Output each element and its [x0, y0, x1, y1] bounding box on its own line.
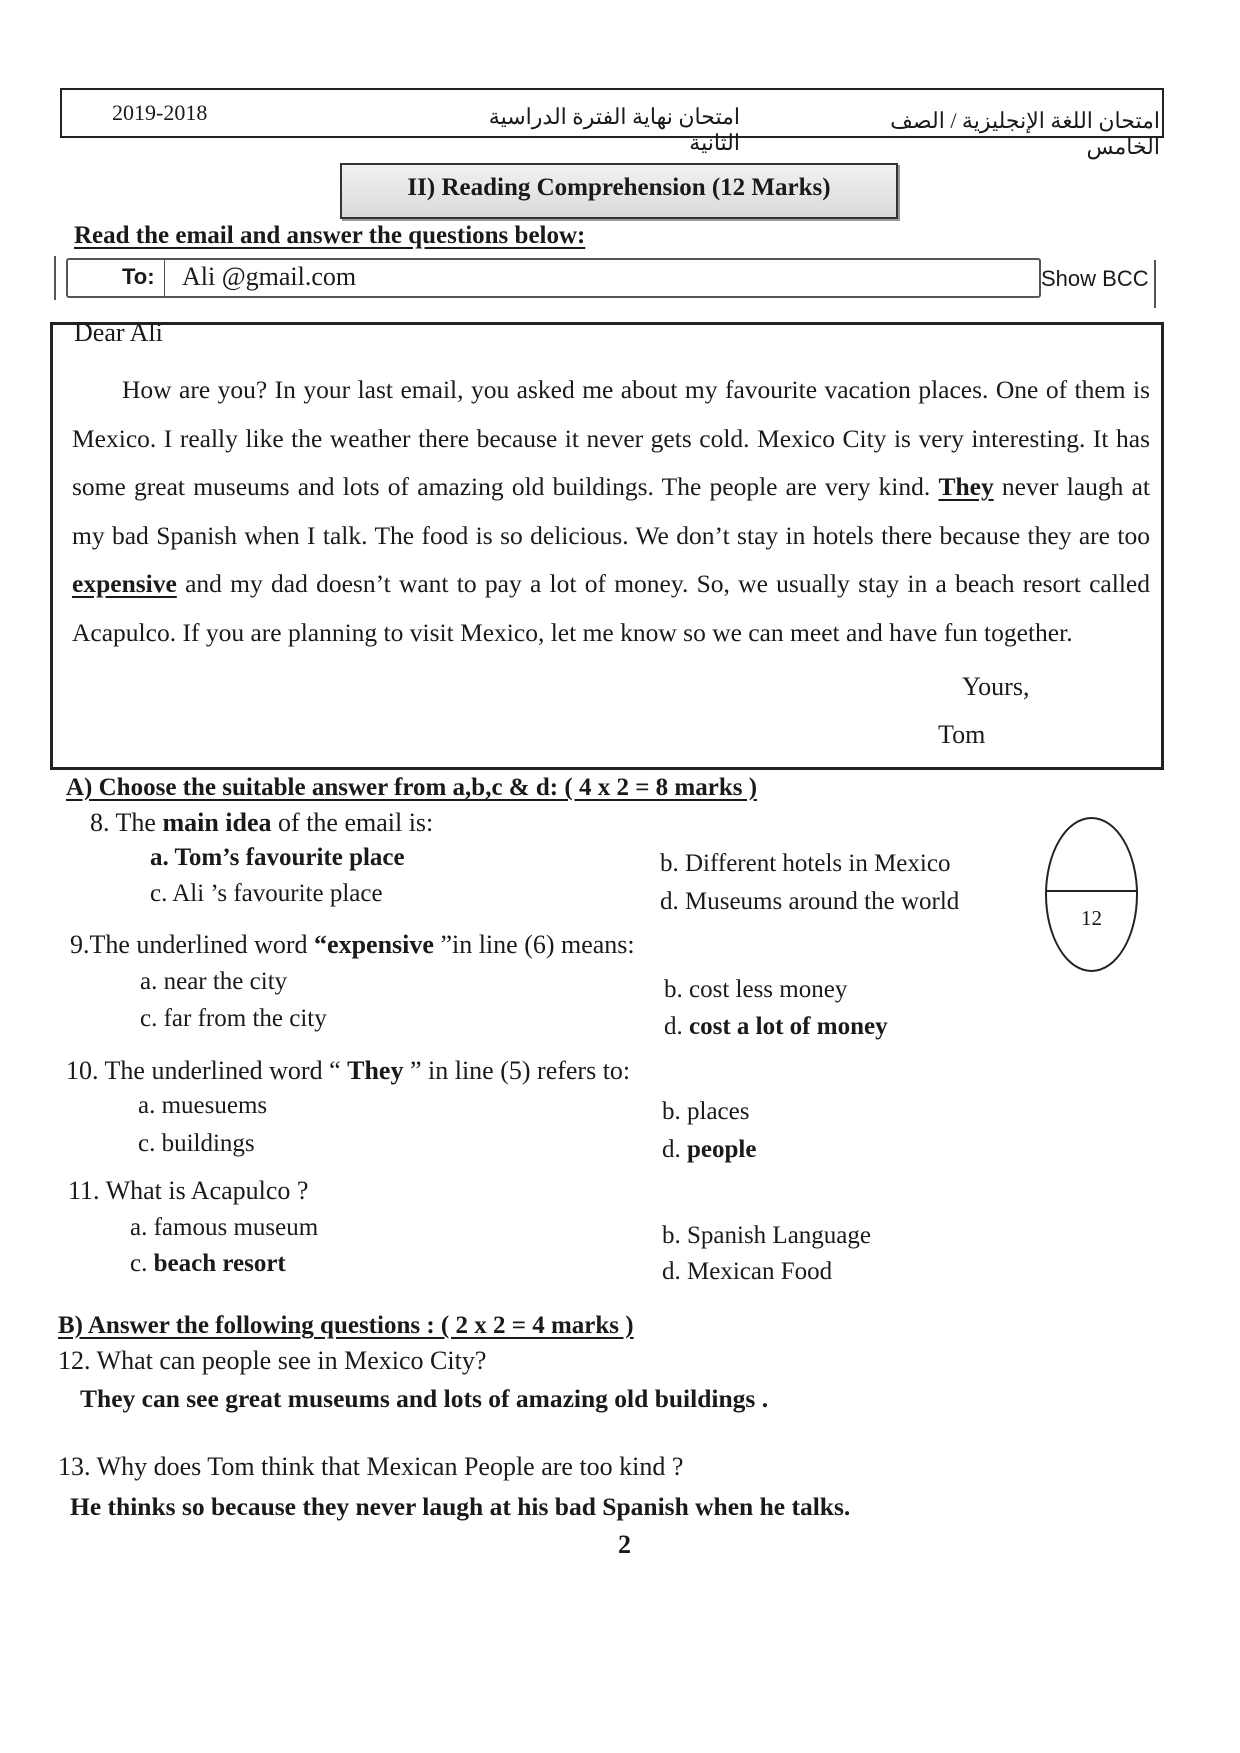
q10-option-a: a. muesuems [138, 1092, 268, 1119]
question-12: 12. What can people see in Mexico City? [58, 1346, 487, 1375]
q9-option-b: b. cost less money [664, 976, 848, 1003]
header-year: 2019-2018 [112, 100, 208, 125]
q11-option-c [130, 1250, 286, 1278]
underlined-word-expensive: expensive [72, 569, 177, 598]
email-body-part3: and my dad doesn’t want to pay a lot of money. So, we usually stay in a beach resort called Acapulco. If you are planning to visit Mexico, let me know so we can meet and have fun together. [72, 569, 1150, 647]
to-divider [164, 260, 165, 296]
q9-stem-bold: “expensive [314, 930, 441, 959]
score-oval-divider [1045, 890, 1138, 892]
q8-stem-bold: main idea [162, 808, 272, 837]
q11-option-b: b. Spanish Language [662, 1222, 871, 1249]
q9-option-d [664, 1013, 888, 1041]
answer-13: He thinks so because they never laugh at his bad Spanish when he talks. [70, 1492, 851, 1521]
q9-stem-post: ”in line (6) means: [440, 930, 635, 959]
question-9 [70, 930, 635, 960]
q8-option-a: a. Tom’s favourite place [150, 844, 405, 871]
question-13: 13. Why does Tom think that Mexican People are too kind ? [58, 1452, 684, 1481]
q10-option-d-letter: d. [662, 1136, 687, 1163]
q10-stem-post: ” in line (5) refers to: [403, 1056, 631, 1085]
q8-option-d: d. Museums around the world [660, 888, 960, 915]
email-greeting: Dear Ali [74, 318, 163, 347]
section-title: II) Reading Comprehension (12 Marks) [407, 174, 831, 201]
email-body-part1: How are you? In your last email, you asked me about my favourite vacation places. One of them is Mexico. I really like the weather there because it never gets cold. Mexico City is very interesting. It has some great museums and lots of amazing old buildings. The people are very kind. [72, 375, 1150, 501]
email-closing: Yours, [962, 672, 1030, 701]
q10-stem-bold: They [347, 1056, 404, 1085]
q8-option-c: c. Ali ’s favourite place [150, 880, 383, 907]
instruction: Read the email and answer the questions below: [74, 222, 586, 249]
to-label: To: [122, 264, 155, 289]
question-11: 11. What is Acapulco ? [68, 1176, 309, 1205]
part-b-heading: B) Answer the following questions : ( 2 x 2 = 4 marks ) [58, 1312, 634, 1339]
q11-option-c-text: beach resort [153, 1250, 286, 1277]
q9-option-a: a. near the city [140, 968, 288, 995]
q8-option-b: b. Different hotels in Mexico [660, 850, 951, 877]
q10-stem-pre: 10. The underlined word “ [66, 1056, 348, 1085]
header-term: امتحان نهاية الفترة الدراسية الثانية [488, 104, 740, 155]
score-oval [1045, 817, 1138, 972]
q10-option-b: b. places [662, 1098, 750, 1125]
q9-stem-pre: 9.The underlined word [70, 930, 315, 959]
q8-stem-post: of the email is: [271, 808, 434, 837]
q10-option-d-text: people [687, 1136, 757, 1163]
q10-option-c: c. buildings [138, 1130, 255, 1157]
part-a-heading: A) Choose the suitable answer from a,b,c & d: ( 4 x 2 = 8 marks ) [66, 774, 758, 801]
header-title: امتحان اللغة الإنجليزية / الصف الخامس [890, 108, 1160, 159]
show-bcc-button: Show BCC [1041, 266, 1149, 291]
q11-option-c-letter: c. [130, 1250, 154, 1277]
underlined-word-they: They [938, 472, 994, 501]
page-number: 2 [618, 1530, 631, 1559]
answer-12: They can see great museums and lots of amazing old buildings . [80, 1384, 769, 1413]
question-8 [90, 808, 433, 838]
email-header-right-rule [1154, 260, 1156, 308]
score-total: 12 [1081, 906, 1102, 930]
q9-option-d-text: cost a lot of money [689, 1013, 888, 1040]
q10-option-d [662, 1136, 756, 1164]
q11-option-a: a. famous museum [130, 1214, 319, 1241]
q9-option-c: c. far from the city [140, 1005, 327, 1032]
q9-option-d-letter: d. [664, 1013, 689, 1040]
q11-option-d: d. Mexican Food [662, 1258, 833, 1285]
to-address: Ali @gmail.com [182, 262, 357, 291]
email-header-left-rule [54, 256, 56, 300]
email-body [72, 366, 1150, 657]
q8-stem-pre: 8. The [90, 808, 163, 837]
email-body-part2: never laugh at my bad Spanish when I talk. The food is so delicious. We don’t stay in hotels there because they are too [72, 472, 1150, 550]
question-10 [66, 1056, 630, 1086]
email-signature: Tom [938, 720, 986, 749]
